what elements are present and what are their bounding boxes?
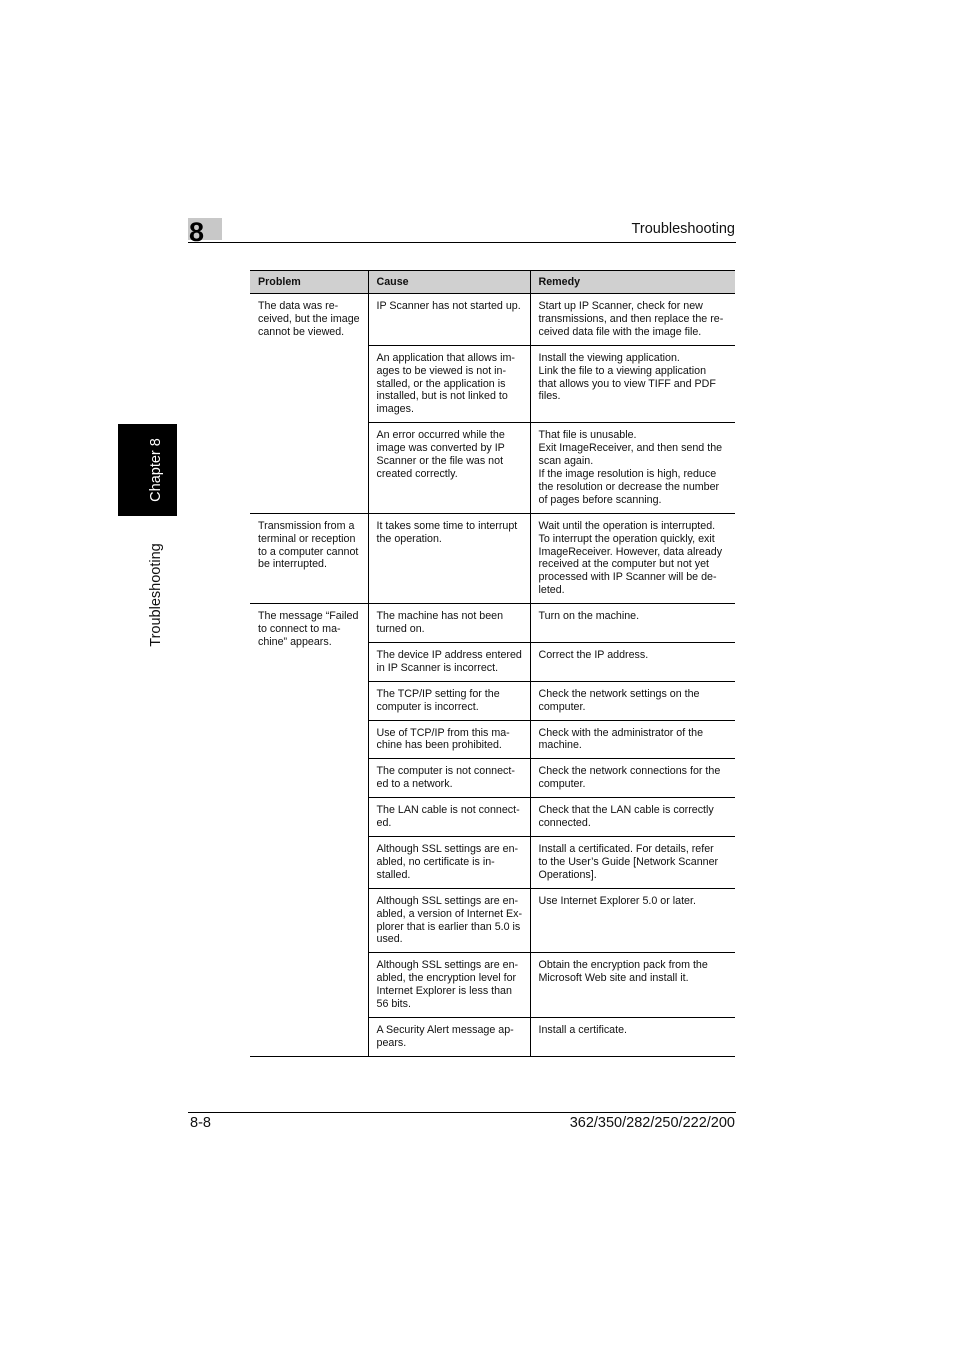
cell-text-line: The message “Failed bbox=[258, 610, 359, 623]
cell-text-line: turned on. bbox=[376, 623, 425, 636]
header-divider bbox=[188, 242, 736, 243]
cell-text-line: 56 bits. bbox=[376, 998, 411, 1011]
cell-text-line: Check with the administrator of the bbox=[538, 726, 704, 739]
cause-cell bbox=[368, 1017, 530, 1056]
cell-text-line: ages to be viewed is not in- bbox=[376, 364, 507, 377]
cell-text-line: The device IP address entered bbox=[376, 648, 522, 661]
cell-text-line: ceived data file with the image file. bbox=[538, 325, 702, 338]
cause-cell bbox=[368, 604, 530, 643]
cause-cell bbox=[368, 513, 530, 603]
cell-text-line: Microsoft Web site and install it. bbox=[538, 972, 689, 985]
cell-text-line: image was converted by IP bbox=[376, 442, 505, 455]
cell-text-line: to the User’s Guide [Network Scanner bbox=[538, 855, 719, 868]
cell-text-line: leted. bbox=[538, 584, 565, 597]
cell-text-line: transmissions, and then replace the re- bbox=[538, 312, 724, 325]
cell-text-line: pears. bbox=[376, 1036, 407, 1049]
table-body bbox=[250, 294, 735, 1057]
remedy-cell bbox=[530, 513, 735, 603]
cell-text-line: Link the file to a viewing application bbox=[538, 364, 707, 377]
cell-text-line: the operation. bbox=[376, 532, 442, 545]
cell-text-line: Internet Explorer is less than bbox=[376, 985, 512, 998]
cell-text-line: of pages before scanning. bbox=[538, 493, 662, 506]
cause-cell bbox=[368, 798, 530, 837]
cell-text-line: used. bbox=[376, 933, 403, 946]
cell-text-line: Correct the IP address. bbox=[538, 648, 649, 661]
cause-cell bbox=[368, 953, 530, 1018]
footer-divider bbox=[188, 1112, 736, 1113]
cell-text-line: to a computer cannot bbox=[258, 545, 359, 558]
cell-text-line: Install a certificate. bbox=[538, 1023, 628, 1036]
cell-text-line: scan again. bbox=[538, 455, 594, 468]
model-numbers: 362/350/282/250/222/200 bbox=[569, 1115, 735, 1131]
cell-text-line: Although SSL settings are en- bbox=[376, 843, 519, 855]
cause-cell bbox=[368, 837, 530, 889]
cell-text-line: abled, the encryption level for bbox=[376, 972, 517, 985]
problem-cell bbox=[250, 513, 368, 603]
problem-cell bbox=[250, 604, 368, 1057]
cause-cell bbox=[368, 642, 530, 681]
cell-text-line: computer is incorrect. bbox=[376, 700, 479, 713]
cell-text-line: plorer that is earlier than 5.0 is bbox=[376, 920, 521, 933]
remedy-cell bbox=[530, 604, 735, 643]
cell-text-line: Although SSL settings are en- bbox=[376, 894, 519, 907]
remedy-cell bbox=[530, 681, 735, 720]
cell-text-line: Check that the LAN cable is correctly bbox=[538, 804, 714, 817]
remedy-cell bbox=[530, 888, 735, 953]
table-row bbox=[250, 294, 735, 346]
cause-cell bbox=[368, 681, 530, 720]
cell-text-line: chine” appears. bbox=[258, 635, 332, 648]
cell-text-line: The machine has not been bbox=[376, 610, 504, 623]
cell-text-line: A Security Alert message ap- bbox=[376, 1023, 514, 1036]
cell-text-line: computer. bbox=[538, 778, 586, 791]
cell-text-line: The LAN cable is not connect- bbox=[376, 804, 520, 817]
cell-text-line: installed, but is not linked to bbox=[376, 390, 508, 403]
cell-text-line: received at the computer but not yet bbox=[538, 558, 710, 571]
cell-text-line: ed. bbox=[376, 817, 392, 830]
cell-text-line: in IP Scanner is incorrect. bbox=[376, 661, 499, 674]
remedy-cell bbox=[530, 759, 735, 798]
cell-text-line: terminal or reception bbox=[258, 532, 356, 545]
cell-text-line: IP Scanner has not started up. bbox=[376, 300, 521, 312]
cell-text-line: The TCP/IP setting for the bbox=[376, 687, 500, 700]
cell-text-line: Install the viewing application. bbox=[538, 351, 680, 364]
cause-cell bbox=[368, 888, 530, 953]
cell-text-line: ImageReceiver. However, data already bbox=[538, 545, 723, 558]
cell-text-line: Obtain the encryption pack from the bbox=[538, 959, 708, 972]
remedy-cell bbox=[530, 837, 735, 889]
cell-text-line: It takes some time to interrupt bbox=[376, 519, 518, 532]
cell-text-line: stalled. bbox=[376, 868, 411, 881]
column-header-cause: Cause bbox=[368, 271, 530, 294]
cell-text-line: The computer is not connect- bbox=[376, 765, 515, 778]
cell-text-line: Check the network connections for the bbox=[538, 765, 721, 778]
cell-text-line: chine has been prohibited. bbox=[376, 739, 502, 752]
cell-text-line: If the image resolution is high, reduce bbox=[538, 467, 717, 480]
remedy-cell bbox=[530, 345, 735, 423]
cell-text-line: created correctly. bbox=[376, 467, 458, 480]
remedy-cell bbox=[530, 423, 735, 513]
cell-text-line: computer. bbox=[538, 700, 586, 713]
cell-text-line: An error occurred while the bbox=[376, 429, 505, 442]
cell-text-line: that allows you to view TIFF and PDF bbox=[538, 377, 716, 390]
cell-text-line: images. bbox=[376, 403, 414, 416]
remedy-cell bbox=[530, 642, 735, 681]
remedy-cell bbox=[530, 1017, 735, 1056]
cause-cell bbox=[368, 345, 530, 423]
chapter-tab-label: Chapter 8 bbox=[148, 438, 164, 502]
page-number: 8-8 bbox=[190, 1115, 211, 1131]
remedy-cell bbox=[530, 294, 735, 346]
troubleshooting-table bbox=[250, 270, 735, 1057]
cell-text-line: cannot be viewed. bbox=[258, 325, 345, 338]
problem-cell bbox=[250, 294, 368, 514]
table-header-row bbox=[250, 271, 735, 294]
table-row bbox=[250, 513, 735, 603]
cell-text-line: the resolution or decrease the number bbox=[538, 480, 720, 493]
column-header-remedy: Remedy bbox=[530, 271, 735, 294]
cell-text-line: processed with IP Scanner will be de- bbox=[538, 571, 717, 584]
cause-cell bbox=[368, 759, 530, 798]
chapter-number: 8 bbox=[189, 217, 205, 247]
cell-text-line: abled, a version of Internet Ex- bbox=[376, 907, 523, 920]
cell-text-line: Wait until the operation is interrupted. bbox=[538, 519, 716, 532]
column-header-problem: Problem bbox=[250, 271, 368, 294]
cell-text-line: Although SSL settings are en- bbox=[376, 959, 519, 972]
cell-text-line: That file is unusable. bbox=[538, 429, 637, 442]
cell-text-line: Start up IP Scanner, check for new bbox=[538, 300, 703, 312]
cell-text-line: Use Internet Explorer 5.0 or later. bbox=[538, 894, 696, 907]
cell-text-line: Scanner or the file was not bbox=[376, 455, 504, 468]
cell-text-line: connected. bbox=[538, 817, 591, 830]
cell-text-line: ed to a network. bbox=[376, 778, 453, 791]
cell-text-line: The data was re- bbox=[258, 300, 339, 312]
cell-text-line: Use of TCP/IP from this ma- bbox=[376, 726, 510, 739]
page-header-title: Troubleshooting bbox=[631, 221, 735, 237]
remedy-cell bbox=[530, 720, 735, 759]
cell-text-line: machine. bbox=[538, 739, 582, 752]
cell-text-line: Transmission from a bbox=[258, 519, 355, 532]
cell-text-line: Check the network settings on the bbox=[538, 687, 700, 700]
cell-text-line: ceived, but the image bbox=[258, 312, 360, 325]
cell-text-line: To interrupt the operation quickly, exit bbox=[538, 532, 715, 545]
remedy-cell bbox=[530, 798, 735, 837]
cell-text-line: abled, no certificate is in- bbox=[376, 855, 495, 868]
cell-text-line: Install a certificated. For details, refer bbox=[538, 843, 714, 855]
cause-cell bbox=[368, 294, 530, 346]
remedy-cell bbox=[530, 953, 735, 1018]
cell-text-line: Operations]. bbox=[538, 868, 597, 881]
cell-text-line: Exit ImageReceiver, and then send the bbox=[538, 442, 723, 455]
cell-text-line: stalled, or the application is bbox=[376, 377, 506, 390]
cause-cell bbox=[368, 423, 530, 513]
cell-text-line: be interrupted. bbox=[258, 558, 327, 571]
table-row bbox=[250, 604, 735, 643]
cause-cell bbox=[368, 720, 530, 759]
cell-text-line: An application that allows im- bbox=[376, 351, 515, 364]
cell-text-line: files. bbox=[538, 390, 561, 403]
cell-text-line: to connect to ma- bbox=[258, 623, 341, 636]
section-side-label: Troubleshooting bbox=[148, 543, 164, 647]
cell-text-line: Turn on the machine. bbox=[538, 610, 640, 623]
